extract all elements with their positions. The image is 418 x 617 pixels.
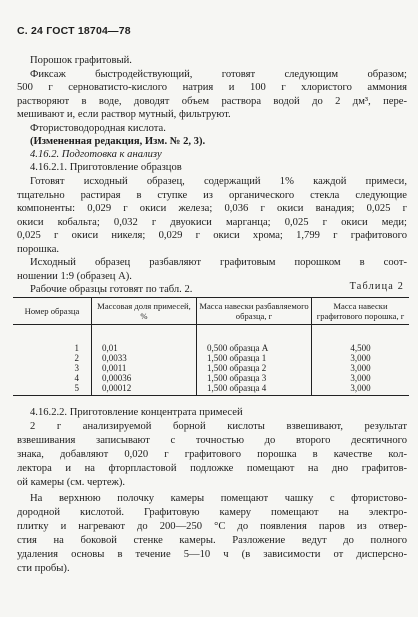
paragraph-line: Исходный образец разбавляют графитовым порошком в соот- [30,257,407,268]
cell-graphite-mass: 3,000 [312,373,410,383]
column-header-sample-mass: Масса навески разбавляемого образца, г [197,298,312,325]
table-row [13,383,409,396]
cell-graphite-mass: 3,000 [312,363,410,373]
cell-number: 1 [74,343,79,353]
cell-fraction: 0,0011 [92,363,197,373]
paragraph-line: На верхнюю полочку камеры помещают чашку с фтористово- [30,493,407,504]
paragraph-line: окиси кобальта; 0,032 г двуокиси марганца; 0,025 г окиси меди; [17,217,407,228]
paragraph-line: 500 г серноватисто-кислого натрия и 100 г хлористого аммония [17,82,407,93]
samples-table [13,297,409,396]
subsection-heading: 4.16.2.2. Приготовление концентрата примесей [30,407,243,418]
subsection-heading: 4.16.2.1. Приготовление образцов [30,162,182,173]
cell-sample-mass: 1,500 образца 3 [197,373,312,383]
table-row [13,363,409,373]
table-caption: Таблица 2 [349,281,404,292]
column-header-number: Номер образца [13,298,92,325]
cell-fraction: 0,00012 [92,383,197,396]
table-row [13,353,409,363]
table-row [13,325,409,354]
paragraph-line: Фтористоводородная кислота. [30,123,166,134]
cell-sample-mass: 1,500 образца 4 [197,383,312,396]
paragraph-line: Рабочие образцы готовят по табл. 2. [30,284,193,295]
paragraph-line: ношении 1:9 (образец А). [17,271,132,282]
cell-graphite-mass: 3,000 [312,353,410,363]
cell-number: 5 [13,383,92,396]
cell-number: 2 [74,353,79,363]
cell-number: 3 [74,363,79,373]
cell-sample-mass: 1,500 образца 1 [197,353,312,363]
paragraph-line: сти пробы). [17,563,70,574]
cell-fraction: 0,00036 [92,373,197,383]
paragraph-line: знака, добавляют 0,020 г графитового порошка в качестве кол- [17,449,407,460]
paragraph-line: дородной кислотой. Графитовую камеру помещают на электро- [17,507,407,518]
cell-sample-mass: 0,500 образца А [197,325,312,354]
paragraph-line: порошка. [17,244,60,255]
cell-graphite-mass: 4,500 [312,325,410,354]
column-header-graphite-mass: Масса навески графитового порошка, г [312,298,410,325]
section-heading: 4.16.2. Подготовка к анализу [30,149,162,160]
paragraph-line: тщательно растирая в ступке из органического стекла следующие [17,190,407,201]
paragraph-line: 2 г анализируемой борной кислоты взвешивают, результат [30,421,407,432]
paragraph-line: плитку и нагревают до 200—250 °С до появления паров из отвер- [17,521,407,532]
page-header: С. 24 ГОСТ 18704—78 [17,25,131,37]
table-row [13,373,409,383]
cell-sample-mass: 1,500 образца 2 [197,363,312,373]
paragraph-line: Готовят исходный образец, содержащий 1% каждой примеси, [30,176,407,187]
cell-number: 4 [74,373,79,383]
table-header-row [13,298,409,325]
cell-fraction: 0,01 [92,325,197,354]
amendment-note: (Измененная редакция, Изм. № 2, 3). [30,136,206,147]
paragraph-line: взвешивания записывают с точностью до второго десятичного [17,435,407,446]
cell-graphite-mass: 3,000 [312,383,410,396]
paragraph-line: удаления основы в течение 5—10 ч (в зависимости от дисперсно- [17,549,407,560]
paragraph-line: 0,025 г окиси никеля; 0,029 г окиси хрома; 1,799 г графитового [17,230,407,241]
paragraph-line: ой камеры (см. чертеж). [17,477,126,488]
paragraph-line: лектора и на фторпластовой подложке помещают на дно графитов- [17,463,407,474]
paragraph-line: мешивают и, если раствор мутный, фильтруют. [17,109,231,120]
paragraph-line: Порошок графитовый. [30,55,132,66]
paragraph-line: растворяют в воде, доводят объем раствора водой до 2 дм³, пере- [17,96,407,107]
paragraph-line: стия на боковой стенке камеры. Разложение ведут до полного [17,535,407,546]
cell-fraction: 0,0033 [92,353,197,363]
paragraph-line: Фиксаж быстродействующий, готовят следующим образом; [30,69,407,80]
column-header-fraction: Массовая доля примесей, % [92,298,197,325]
paragraph-line: компоненты: 0,029 г окиси железа; 0,036 г окиси ванадия; 0,025 г [17,203,407,214]
